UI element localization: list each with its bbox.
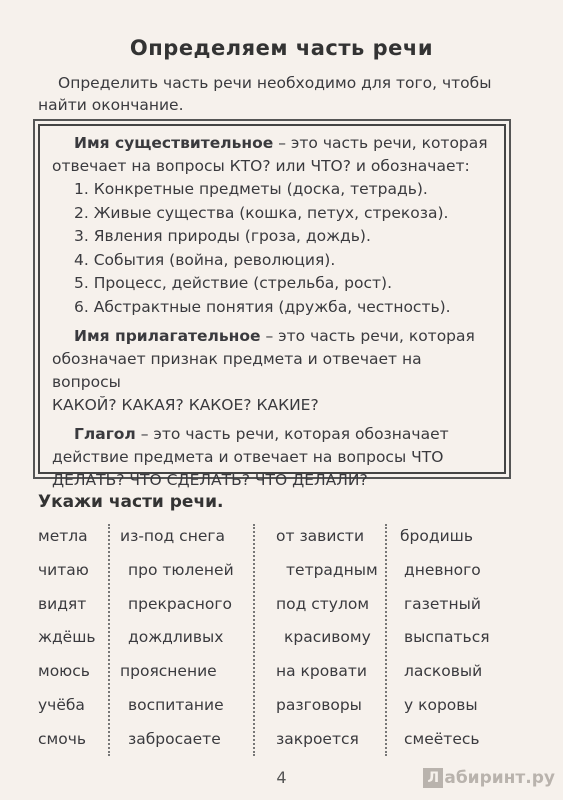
noun-term: Имя существительное [74, 134, 274, 152]
word-item: на кровати [276, 662, 367, 681]
word-item: прекрасного [128, 594, 232, 613]
word-item: забросаете [128, 729, 221, 748]
word-item: про тюленей [128, 560, 234, 579]
noun-definition-text: – это часть речи, которая отвечает на вопросы КТО? или ЧТО? и обозначает: [52, 134, 488, 175]
word-item: ждёшь [38, 628, 96, 647]
adjective-questions: КАКОЙ? КАКАЯ? КАКОЕ? КАКИЕ? [52, 396, 319, 414]
word-item: тетрадным [286, 560, 378, 579]
word-column-4 [400, 520, 490, 760]
adjective-definition-text: – это часть речи, которая обозначает признак предмета и отвечает на вопросы [52, 327, 475, 391]
list-item: 2. Живые существа (кошка, петух, стрекоза). [74, 203, 449, 222]
rule-box [38, 124, 506, 489]
word-item: от зависти [276, 527, 365, 545]
adjective-term: Имя прилагательное [74, 327, 261, 345]
word-item: смеётесь [404, 729, 480, 748]
word-item: воспитание [128, 695, 224, 714]
word-item: метла [38, 527, 88, 545]
list-item: 4. События (война, революция). [74, 250, 336, 269]
intro-paragraph: Определить часть речи необходимо для того, чтобы найти окончание. [38, 74, 492, 114]
word-item: закроется [276, 729, 359, 748]
column-divider [108, 524, 110, 756]
word-item: моюсь [38, 662, 90, 681]
word-column-3 [272, 520, 378, 760]
word-item: у коровы [404, 695, 478, 714]
column-divider [385, 524, 387, 756]
word-item: дневного [404, 560, 481, 579]
word-item: из-под снега [120, 527, 226, 545]
word-item: разговоры [276, 695, 362, 714]
page-number: 4 [276, 768, 287, 787]
word-item: под стулом [276, 594, 370, 613]
watermark-text: абиринт.ру [444, 768, 555, 788]
word-grid [38, 520, 508, 760]
word-item: бродишь [400, 527, 473, 545]
word-item: газетный [404, 594, 481, 613]
verb-definition-text: – это часть речи, которая обозначает действие предмета и отвечает на вопросы ЧТО ДЕЛАТЬ? ЧТО СДЕЛАТЬ? ЧТО ДЕЛАЛИ? [52, 425, 449, 489]
word-item: видят [38, 594, 87, 613]
word-item: учёба [38, 695, 85, 714]
noun-definition [52, 132, 494, 178]
verb-term: Глагол [74, 425, 136, 443]
watermark-logo: Л [423, 768, 443, 788]
word-column-1 [38, 520, 96, 760]
word-item: красивому [284, 628, 371, 647]
column-divider [253, 524, 255, 756]
page-title: Определяем часть речи [129, 36, 434, 60]
adjective-definition [52, 325, 494, 394]
list-item: 1. Конкретные предметы (доска, тетрадь). [74, 180, 428, 198]
word-item: дождливых [128, 628, 224, 647]
list-item: 6. Абстрактные понятия (дружба, честность). [74, 297, 451, 316]
word-column-2 [120, 520, 234, 760]
verb-definition [52, 423, 494, 492]
watermark [423, 768, 555, 788]
list-item: 5. Процесс, действие (стрельба, рост). [74, 274, 392, 292]
word-item: выспаться [404, 628, 490, 647]
word-item: ласковый [404, 662, 483, 681]
word-item: прояснение [120, 662, 217, 681]
word-item: читаю [38, 560, 89, 579]
task-heading: Укажи части речи. [38, 492, 224, 512]
word-item: смочь [38, 729, 86, 748]
noun-list [52, 178, 494, 319]
intro-text [38, 72, 528, 116]
list-item: 3. Явления природы (гроза, дождь). [74, 227, 371, 245]
